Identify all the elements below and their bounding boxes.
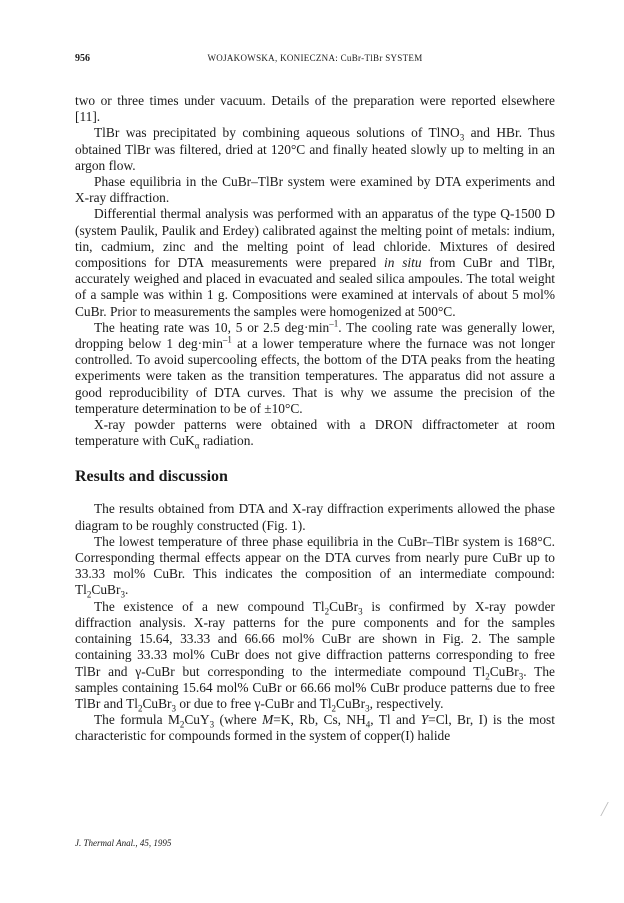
body-paragraph: TlBr was precipitated by combining aqueous solutions of TlNO$_3$ and HBr. Thus obtained TlBr was filtered, dried at 120°C and finally heated slowly up to melting in an argon flow. [75,125,555,173]
body-paragraph: The heating rate was 10, 5 or 2.5 $deg\cdot\min^{-1}$. The cooling rate was generally lower, dropping below 1 $deg\cdot\min^{-1}$ at a lower temperature where the furnace was not longer controlled. To avoid supercooling effects, the bottom of the DTA peaks from the heating experiments were taken as the transition temperatures. The apparatus did not assure a good reproducibility of DTA curves. That is why we assume the precision of the temperature determination to be of ±10°C. [75,318,555,416]
page-number: 956 [75,53,90,64]
section-heading: Results and discussion [75,468,228,486]
body-paragraph: Differential thermal analysis was performed with an apparatus of the type Q-1500 D (system Paulik, Paulik and Erdey) calibrated against the melting point of metals: indium, tin, cadmium, zinc and the melting point of lead chloride. Mixtures of desired compositions for DTA measurements were prepared in situ from CuBr and TlBr, accurately weighed and placed in evacuated and sealed silica ampoules. The total weight of a sample was within 1 g. Compositions were examined at intervals of about 5 mol% CuBr. Prior to measurements the samples were homogenized at 500°C. [75,206,555,319]
body-paragraph: The lowest temperature of three phase equilibria in the CuBr–TlBr system is 168°C. Corresponding thermal effects appear on the DTA curves from nearly pure CuBr up to 33.33 mol% CuBr. This indicates the composition of an intermediate compound: $Tl_2CuBr_3$. [75,533,555,601]
body-paragraph: X-ray powder patterns were obtained with a DRON diffractometer at room temperature with CuK$_\alpha$ radiation. [75,417,555,451]
running-header [75,53,555,67]
journal-citation-footer: J. Thermal Anal., 45, 1995 [75,838,172,848]
article-body [75,93,555,745]
body-paragraph: The formula $M_2CuY_3$ (where M=K, Rb, Cs, $NH_4$, Tl and Y=Cl, Br, I) is the most characteristic for compounds formed in the system of copper(I) halide [75,712,555,744]
running-title: WOJAKOWSKA, KONIECZNA: CuBr-TlBr SYSTEM [207,53,423,63]
body-paragraph: two or three times under vacuum. Details of the preparation were reported elsewhere [11]. [75,93,555,125]
body-paragraph: The existence of a new compound $Tl_2CuBr_3$ is confirmed by X-ray powder diffraction analysis. X-ray patterns for the pure components and for the samples containing 15.64, 33.33 and 66.66 mol% CuBr are shown in Fig. 2. The sample containing 33.33 mol% CuBr does not give diffraction patterns corresponding to free TlBr and γ-CuBr but corresponding to the intermediate compound $Tl_2CuBr_3$. The samples containing 15.64 mol% CuBr or 66.66 mol% CuBr produce patterns due to free TlBr and $Tl_2CuBr_3$ or due to free γ-CuBr and $Tl_2CuBr_3$, respectively. [75,598,555,714]
body-paragraph: The results obtained from DTA and X-ray diffraction experiments allowed the phase diagram to be roughly constructed (Fig. 1). [75,501,555,533]
body-paragraph: Phase equilibria in the CuBr–TlBr system were examined by DTA experiments and X-ray diffraction. [75,174,555,206]
margin-scan-mark [592,802,608,816]
